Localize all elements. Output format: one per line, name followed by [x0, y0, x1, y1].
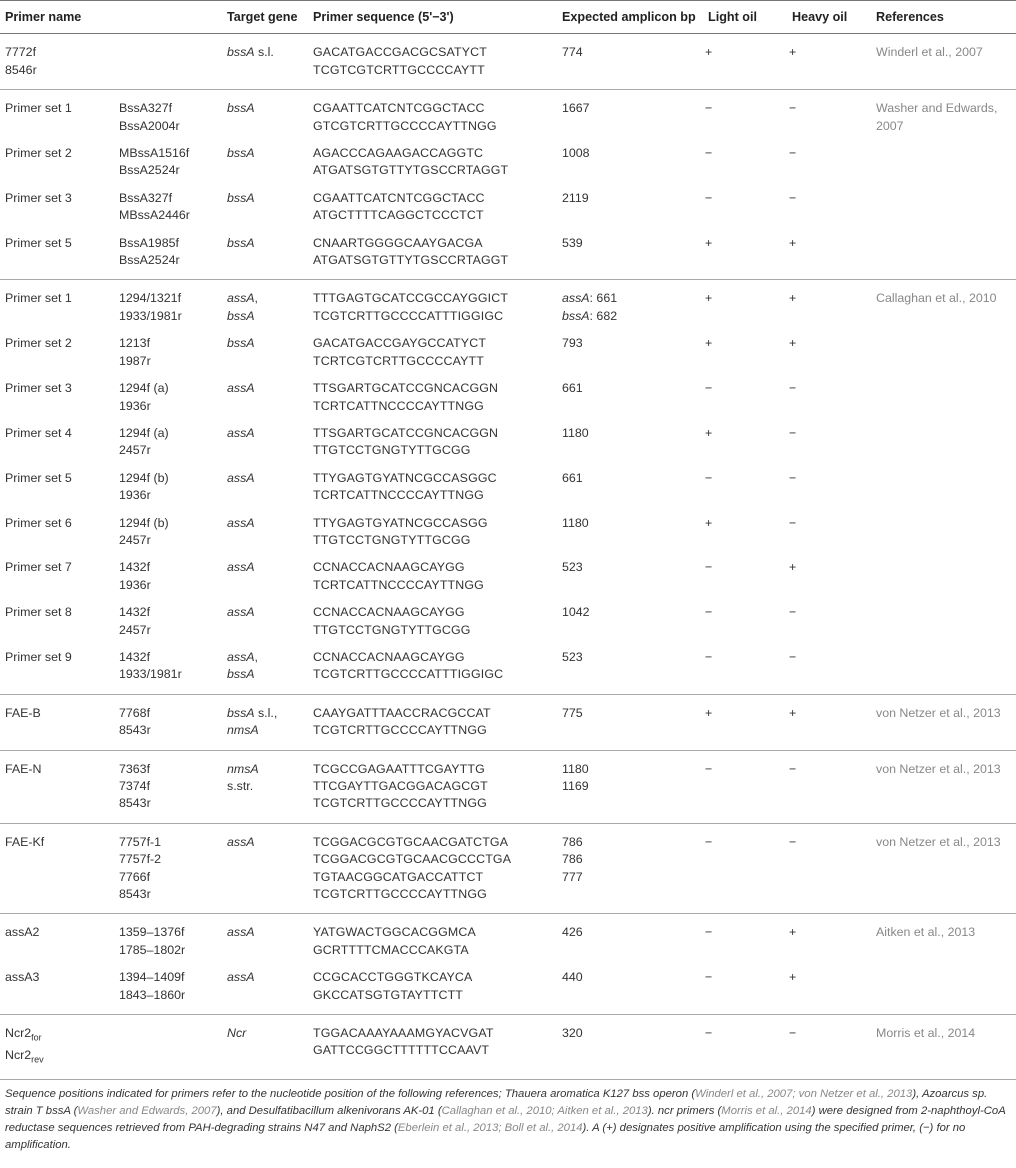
reference-cell	[871, 185, 1016, 230]
citation-link[interactable]: Washer and Edwards, 2007	[77, 1104, 217, 1117]
header-expected-amplicon: Expected amplicon bp	[557, 1, 703, 34]
amplicon-cell: 661	[562, 470, 583, 485]
primer-id-cell: 1294f (a) 1936r	[119, 381, 169, 413]
light-oil-cell: −	[703, 964, 787, 1014]
reference-cell: von Netzer et al., 2013	[871, 694, 1016, 750]
primer-name-cell: $Ncr2_{for}$ $Ncr2_{rev}$	[0, 1015, 114, 1080]
target-gene-cell: bssA	[227, 336, 255, 351]
primer-sequence-cell: TTYGAGTGYATNCGCCASGG TTGTCCTGNGTYTTGCGG	[313, 515, 488, 547]
primer-sequence-cell: YATGWACTGGCACGGMCA GCRTTTTCMACCCAKGTA	[313, 925, 476, 957]
primer-id-cell: 1294f (b) 2457r	[119, 515, 169, 547]
reference-cell: Morris et al., 2014	[871, 1015, 1016, 1080]
target-gene-cell: assA	[227, 925, 255, 940]
table-row	[0, 1015, 1016, 1080]
primer-name-cell: Primer set 7	[5, 560, 72, 575]
target-gene-cell: bssA	[227, 101, 255, 116]
reference-cell	[871, 375, 1016, 420]
primer-sequence-cell: AGACCCAGAAGACCAGGTC ATGATSGTGTTYTGSCCRTAGGT	[313, 146, 509, 178]
light-oil-cell: −	[703, 644, 787, 694]
light-oil-cell: −	[705, 560, 713, 575]
primer-sequence-cell: TTSGARTGCATCCGNCACGGN TTGTCCTGNGTYTTGCGG	[313, 425, 499, 458]
light-oil-cell: −	[705, 190, 713, 205]
reference-cell: von Netzer et al., 2013	[871, 823, 1016, 914]
table-row	[0, 694, 1016, 750]
amplicon-cell: 774	[557, 34, 703, 90]
target-gene-cell: nmsA s.str.	[222, 750, 308, 823]
primer-sequence-cell: TCGGACGCGTGCAACGATCTGA TCGGACGCGTGCAACGCCCTGA TGTAACGGCATGACCATTCT TCGTCRTTGCCCCAYTTNGG	[308, 823, 557, 914]
table-row	[0, 280, 1016, 330]
table-row	[0, 330, 1016, 375]
heavy-oil-cell: −	[787, 1015, 871, 1080]
table-footnote	[0, 1079, 1016, 1154]
primer-id-cell: 1359–1376f 1785–1802r	[119, 925, 186, 957]
heavy-oil-cell: +	[789, 336, 797, 351]
primer-sequence-cell: CCNACCACNAAGCAYGG TCRTCATTNCCCCAYTTNGG	[313, 560, 484, 592]
table-row	[0, 140, 1016, 185]
table-row	[0, 465, 1016, 510]
primer-sequence-cell: CCGCACCTGGGTKCAYCA GKCCATSGTGTAYTTCTT	[308, 964, 557, 1014]
primer-id-cell: 7768f 8543r	[114, 694, 222, 750]
primer-sequence-cell: CAAYGATTTAACCRACGCCAT TCGTCRTTGCCCCAYTTNGG	[308, 694, 557, 750]
amplicon-cell: 1042	[562, 605, 590, 620]
primer-sequence-cell: CCNACCACNAAGCAYGG TCGTCRTTGCCCCATTTIGGIGC	[308, 644, 557, 694]
primer-name-cell: Primer set 1	[5, 291, 72, 306]
target-gene-cell: assA	[222, 964, 308, 1014]
target-gene-cell: assA, bssA	[222, 644, 308, 694]
reference-cell: Winderl et al., 2007	[871, 34, 1016, 90]
table-row	[0, 599, 1016, 644]
heavy-oil-cell: −	[789, 470, 797, 485]
primer-sequence-cell: TCGCCGAGAATTTCGAYTTG TTCGAYTTGACGGACAGCGT TCGTCRTTGCCCCAYTTNGG	[308, 750, 557, 823]
light-oil-cell: −	[705, 381, 713, 396]
primer-sequence-cell: TTSGARTGCATCCGNCACGGN TCRTCATTNCCCCAYTTNGG	[313, 381, 499, 413]
target-gene-cell: assA	[227, 605, 255, 620]
light-oil-cell: +	[703, 694, 787, 750]
table-row	[0, 510, 1016, 555]
table-row	[0, 230, 1016, 280]
light-oil-cell: −	[705, 925, 713, 940]
table-row	[0, 34, 1016, 90]
amplicon-cell: 1180	[562, 425, 589, 440]
heavy-oil-cell: +	[787, 230, 871, 280]
reference-cell	[871, 599, 1016, 644]
primer-name-cell: Primer set 4	[5, 425, 72, 440]
table-row	[0, 375, 1016, 420]
reference-cell	[871, 330, 1016, 375]
primer-sequence-cell: TTYGAGTGYATNCGCCASGGC TCRTCATTNCCCCAYTTNGG	[313, 470, 497, 503]
primer-id-cell: 1432f 2457r	[119, 605, 151, 637]
primer-name-cell: 7772f 8546r	[0, 34, 114, 90]
reference-cell	[871, 420, 1016, 465]
heavy-oil-cell: −	[789, 101, 797, 116]
heavy-oil-cell: −	[789, 605, 797, 620]
light-oil-cell: −	[703, 750, 787, 823]
heavy-oil-cell: +	[789, 560, 797, 575]
table-row	[0, 823, 1016, 914]
amplicon-cell: 1008	[562, 146, 590, 161]
primer-id-cell: 1294/1321f 1933/1981r	[119, 291, 182, 323]
footnote-row	[0, 1079, 1016, 1154]
primer-name-cell: assA3	[0, 964, 114, 1014]
table-row	[0, 644, 1016, 694]
primer-name-cell: assA2	[5, 925, 40, 940]
citation-link[interactable]: Eberlein et al., 2013; Boll et al., 2014	[397, 1121, 583, 1134]
primer-id-cell: 1294f (a) 2457r	[119, 425, 169, 458]
target-gene-cell: assA, bssA	[227, 291, 258, 323]
light-oil-cell: −	[703, 823, 787, 914]
primer-id-cell: 1294f (b) 1936r	[119, 470, 169, 503]
amplicon-cell: 1180 1169	[557, 750, 703, 823]
primer-sequence-cell: CNAARTGGGGCAAYGACGA ATGATSGTGTTYTGSCCRTAGGT	[308, 230, 557, 280]
light-oil-cell: +	[705, 336, 713, 351]
primer-sequence-cell: GACATGACCGACGCSATYCT TCGTCGTCRTTGCCCCAYTT	[308, 34, 557, 90]
primer-id-cell: 7757f-1 7757f-2 7766f 8543r	[114, 823, 222, 914]
footnote-text: Sequence positions indicated for primers refer to the nucleotide position of the following references; Thauera aromatica K127 bss operon (	[5, 1087, 696, 1100]
reference-cell: Washer and Edwards, 2007	[876, 101, 998, 133]
primer-name-cell: Primer set 1	[5, 101, 72, 116]
heavy-oil-cell: +	[789, 291, 797, 306]
light-oil-cell: −	[705, 470, 713, 485]
heavy-oil-cell: +	[789, 925, 797, 940]
light-oil-cell: −	[705, 146, 713, 161]
primer-name-cell: FAE-N	[0, 750, 114, 823]
reference-cell	[871, 554, 1016, 599]
heavy-oil-cell: +	[787, 964, 871, 1014]
target-gene-cell: bssA s.l., nmsA	[222, 694, 308, 750]
primer-sequence-cell: CGAATTCATCNTCGGCTACC ATGCTTTTCAGGCTCCCTCT	[313, 190, 485, 223]
primer-name-cell: Primer set 2	[5, 146, 72, 161]
footnote-text: ) were designed from 2-naphthoyl-CoA reductase sequences retrieved from PAH-degrading strains N47 and NaphS2 (	[5, 1104, 1006, 1134]
amplicon-cell: assA: 661 bssA: 682	[562, 291, 618, 323]
reference-cell	[871, 510, 1016, 555]
table-row	[0, 914, 1016, 964]
primer-id-cell: 1432f 1933/1981r	[114, 644, 222, 694]
light-oil-cell: −	[703, 1015, 787, 1080]
target-gene-cell: bssA s.l.	[222, 34, 308, 90]
table-row	[0, 420, 1016, 465]
heavy-oil-cell: +	[787, 34, 871, 90]
header-target-gene: Target gene	[222, 1, 308, 34]
primer-name-cell: Primer set 9	[0, 644, 114, 694]
table-row	[0, 750, 1016, 823]
primer-id-cell	[114, 1015, 222, 1080]
primer-name-cell: Primer set 5	[5, 470, 72, 485]
reference-cell	[871, 140, 1016, 185]
primer-id-cell: 7363f 7374f 8543r	[114, 750, 222, 823]
amplicon-cell: 793	[562, 336, 583, 351]
primer-name-cell: Primer set 6	[5, 515, 72, 530]
primer-id-cell: 1432f 1936r	[119, 560, 151, 592]
target-gene-cell: bssA	[227, 146, 255, 161]
primer-name-cell: FAE-B	[0, 694, 114, 750]
primer-id-cell: BssA1985f BssA2524r	[114, 230, 222, 280]
primer-name-cell: Primer set 3	[5, 381, 72, 396]
heavy-oil-cell: −	[789, 515, 797, 530]
reference-cell: Callaghan et al., 2010	[876, 291, 997, 306]
reference-cell	[871, 964, 1016, 1014]
citation-link[interactable]: Callaghan et al., 2010; Aitken et al., 2013	[441, 1104, 648, 1117]
table-row	[0, 90, 1016, 140]
light-oil-cell: +	[703, 34, 787, 90]
amplicon-cell: 320	[557, 1015, 703, 1080]
heavy-oil-cell: −	[789, 190, 797, 205]
primer-id-cell	[114, 34, 222, 90]
header-light-oil: Light oil	[703, 1, 787, 34]
table-body	[0, 34, 1016, 1079]
target-gene-cell: bssA	[222, 230, 308, 280]
table-row	[0, 964, 1016, 1014]
light-oil-cell: +	[705, 515, 713, 530]
amplicon-cell: 2119	[562, 190, 589, 205]
amplicon-cell: 539	[557, 230, 703, 280]
primer-sequence-cell: TGGACAAAYAAAMGYACVGAT GATTCCGGCTTTTTTCCAAVT	[308, 1015, 557, 1080]
header-heavy-oil: Heavy oil	[787, 1, 871, 34]
footnote-text: ). ncr primers (	[647, 1104, 722, 1117]
target-gene-cell: Ncr	[222, 1015, 308, 1080]
primer-id-cell: 1213f 1987r	[119, 336, 151, 368]
light-oil-cell: −	[705, 605, 713, 620]
citation-link[interactable]: Winderl et al., 2007; von Netzer et al., 2013	[695, 1087, 913, 1100]
reference-cell	[871, 644, 1016, 694]
amplicon-cell: 661	[562, 381, 583, 396]
heavy-oil-cell: −	[787, 823, 871, 914]
reference-cell	[871, 230, 1016, 280]
primer-id-cell: 1394–1409f 1843–1860r	[114, 964, 222, 1014]
primer-id-cell: BssA327f BssA2004r	[119, 101, 180, 133]
heavy-oil-cell: −	[787, 750, 871, 823]
primer-name-cell: Primer set 5	[0, 230, 114, 280]
heavy-oil-cell: −	[789, 381, 797, 396]
footnote-text: ), and Desulfatibacillum alkenivorans AK-01 (	[216, 1104, 442, 1117]
reference-cell: Aitken et al., 2013	[876, 925, 976, 940]
amplicon-cell: 1180	[562, 515, 589, 530]
light-oil-cell: −	[705, 101, 713, 116]
primer-sequence-cell: TTTGAGTGCATCCGCCAYGGICT TCGTCRTTGCCCCATTTIGGIGC	[313, 291, 509, 323]
amplicon-cell: 775	[557, 694, 703, 750]
footnote-text: ), Azoarcus sp. strain T bssA (	[5, 1087, 988, 1117]
amplicon-cell: 786 786 777	[557, 823, 703, 914]
amplicon-cell: 523	[557, 644, 703, 694]
heavy-oil-cell: −	[789, 146, 797, 161]
primer-id-cell: MBssA1516f BssA2524r	[119, 146, 190, 178]
primer-name-cell: Primer set 2	[5, 336, 72, 351]
target-gene-cell: assA	[227, 560, 255, 575]
amplicon-cell: 523	[562, 560, 583, 575]
table-row	[0, 554, 1016, 599]
table-row	[0, 185, 1016, 230]
heavy-oil-cell: +	[787, 694, 871, 750]
header-row	[0, 1, 1016, 34]
target-gene-cell: assA	[227, 425, 255, 440]
header-primer-name: Primer name	[0, 1, 114, 34]
header-primer-id	[114, 1, 222, 34]
amplicon-cell: 1667	[562, 101, 590, 116]
primer-id-cell: BssA327f MBssA2446r	[119, 190, 190, 223]
header-primer-sequence: Primer sequence (5'−3')	[308, 1, 557, 34]
light-oil-cell: +	[705, 425, 713, 440]
primer-sequence-cell: CCNACCACNAAGCAYGG TTGTCCTGNGTYTTGCGG	[313, 605, 471, 637]
light-oil-cell: +	[705, 291, 713, 306]
target-gene-cell: assA	[227, 470, 255, 485]
heavy-oil-cell: −	[787, 644, 871, 694]
light-oil-cell: +	[703, 230, 787, 280]
footnote-text: ). A (+) designates positive amplification using the specified primer, (−) for no amplification.	[5, 1121, 966, 1151]
target-gene-cell: assA	[222, 823, 308, 914]
amplicon-cell: 426	[562, 925, 583, 940]
primer-name-cell: Primer set 3	[5, 190, 72, 205]
primer-sequence-cell: GACATGACCGAYGCCATYCT TCRTCGTCRTTGCCCCAYTT	[313, 336, 487, 368]
amplicon-cell: 440	[557, 964, 703, 1014]
target-gene-cell: assA	[227, 381, 255, 396]
reference-cell: von Netzer et al., 2013	[871, 750, 1016, 823]
primer-name-cell: FAE-Kf	[0, 823, 114, 914]
heavy-oil-cell: −	[789, 425, 797, 440]
primer-sequence-cell: CGAATTCATCNTCGGCTACC GTCGTCRTTGCCCCAYTTNGG	[313, 101, 497, 133]
header-references: References	[871, 1, 1016, 34]
target-gene-cell: assA	[227, 515, 255, 530]
primer-name-cell: Primer set 8	[5, 605, 72, 620]
citation-link[interactable]: Morris et al., 2014	[721, 1104, 812, 1117]
target-gene-cell: bssA	[227, 190, 255, 205]
reference-cell	[871, 465, 1016, 510]
